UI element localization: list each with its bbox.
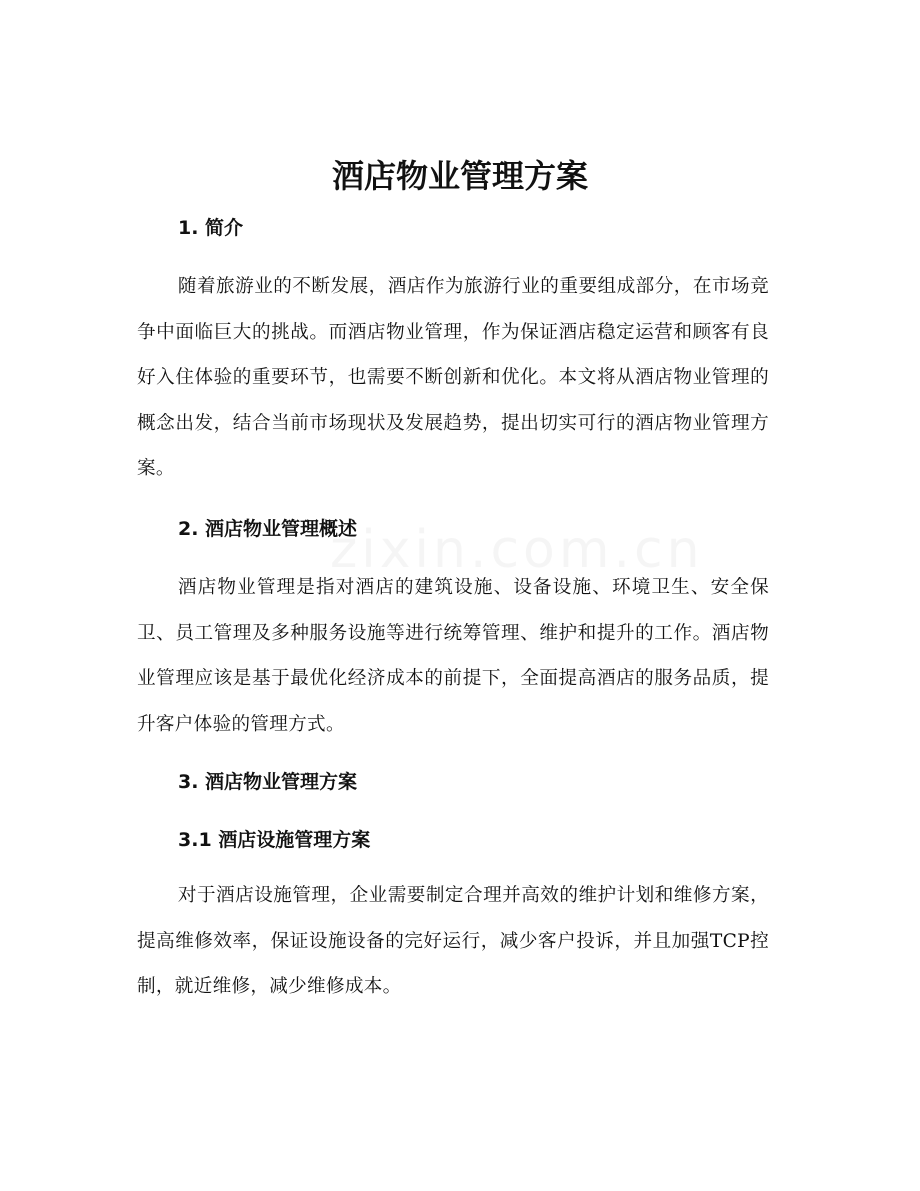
section-heading-overview: 2. 酒店物业管理概述	[178, 518, 358, 540]
watermark: zixin.com.cn	[330, 520, 704, 580]
section-paragraph-facility-plan: 对于酒店设施管理，企业需要制定合理并高效的维护计划和维修方案，提高维修效率，保证设施设备的完好运行，减少客户投诉，并且加强TCP控制，就近维修，减少维修成本。	[137, 885, 769, 998]
section-paragraph-overview: 酒店物业管理是指对酒店的建筑设施、设备设施、环境卫生、安全保卫、员工管理及多种服务设施等进行统筹管理、维护和提升的工作。酒店物业管理应该是基于最优化经济成本的前提下，全面提高酒店的服务品质，提升客户体验的管理方式。	[137, 577, 769, 735]
document-title: 酒店物业管理方案	[331, 157, 588, 195]
section-heading-plan: 3. 酒店物业管理方案	[178, 771, 358, 793]
section-paragraph-intro: 随着旅游业的不断发展，酒店作为旅游行业的重要组成部分，在市场竞争中面临巨大的挑战。而酒店物业管理，作为保证酒店稳定运营和顾客有良好入住体验的重要环节，也需要不断创新和优化。本文将从酒店物业管理的概念出发，结合当前市场现状及发展趋势，提出切实可行的酒店物业管理方案。	[137, 276, 769, 480]
section-heading-intro: 1. 简介	[178, 217, 244, 239]
section-heading-facility-plan: 3.1 酒店设施管理方案	[178, 829, 371, 851]
